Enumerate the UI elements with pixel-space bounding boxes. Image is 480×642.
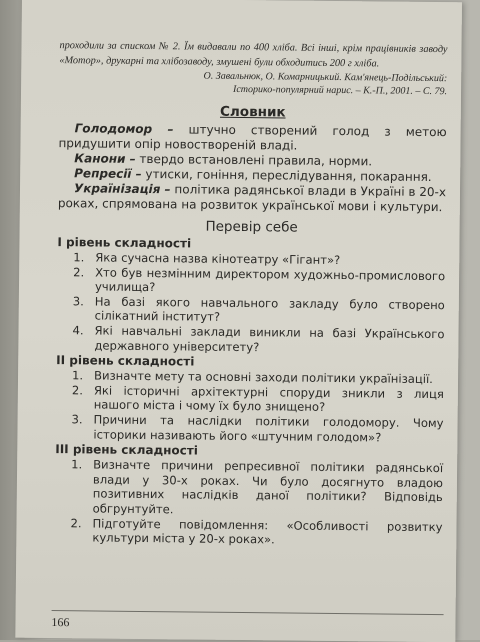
- question-item: [72, 294, 445, 327]
- question-number: 1.: [71, 368, 84, 383]
- question-number: 1.: [73, 250, 85, 265]
- question-item: [71, 412, 444, 445]
- question-text: Причини та наслідки політики голодомору. Чому історики називають його «штучним голодом»?: [93, 412, 444, 445]
- question-list: [54, 457, 443, 549]
- glossary-definition: політика радянської влади в Україні в 20-х роках, спрямована на розвиток української мови і культури.: [57, 182, 447, 215]
- question-number: 2.: [70, 515, 82, 530]
- page-number: 166: [51, 615, 70, 630]
- question-text: Підготуйте повідомлення: «Особливості розвитку культури міста у 20-х роках».: [92, 515, 443, 547]
- question-item: [72, 323, 445, 356]
- quote-source: О. Завальнюк, О. Комарницький. Кам'янець-Подільський: Історико-популярний нарис. – К.-П., 2001. – С. 79.: [203, 70, 448, 98]
- page-footer: [51, 610, 444, 630]
- glossary-entry: [58, 121, 446, 155]
- glossary-definition: штучно створений голод з метою придушити опір новоствореній владі.: [58, 122, 447, 153]
- level-title: ІІ рівень складності: [56, 353, 195, 369]
- question-text: На базі якого навчального закладу було створено сілікатний інститут?: [94, 294, 445, 325]
- glossary-term: Голодомор –: [74, 121, 174, 137]
- question-item: [70, 515, 443, 549]
- question-number: 3.: [72, 294, 84, 309]
- question-number: 2.: [71, 382, 84, 398]
- glossary-definition: утиски, гоніння, переслідування, покарання.: [141, 166, 432, 184]
- quote-text: проходили за списком № 2. Їм видавали по 400 хліба. Всі інші, крім працівників заводу «Мотор», друкарні та хлібозаводу, змушені були обходитись 200 г хліба.: [59, 40, 448, 70]
- question-text: Визначте причини репресивної політики радянської влади у 30-х роках. Чи було досягнуто владою позитивних наслідків даної політики? Відповідь обгрунтуйте.: [92, 457, 444, 517]
- glossary-term: Українізація –: [73, 181, 171, 197]
- question-list: [55, 368, 444, 445]
- question-item: [71, 382, 444, 416]
- level-title: І рівень складності: [57, 235, 192, 251]
- question-number: 2.: [73, 264, 85, 279]
- book-page: [15, 0, 462, 642]
- question-text: Хто був незмінним директором художньо-промислового училища?: [94, 265, 446, 295]
- glossary-term: Канони –: [74, 151, 136, 166]
- question-number: 4.: [72, 323, 84, 338]
- question-text: Які історичні архітектурні споруди зникли з лиця нашого міста і чому їх було знищено?: [93, 383, 444, 415]
- glossary-entry: [58, 181, 446, 215]
- question-text: Яка сучасна назва кінотеатру «Гігант»?: [95, 250, 341, 268]
- question-text: Які навчальні заклади виникли на базі Українського державного університету?: [94, 323, 445, 354]
- question-text: Визначте мету та основні заходи політики українізації.: [93, 368, 433, 387]
- level-title: ІІІ рівень складності: [55, 442, 198, 458]
- page-content: [54, 38, 447, 549]
- glossary: [58, 121, 447, 215]
- question-item: [73, 264, 446, 298]
- question-number: 3.: [71, 412, 83, 427]
- question-number: 1.: [71, 457, 83, 472]
- glossary-definition: твердо встановлені правила, норми.: [135, 151, 373, 169]
- glossary-title: Словник: [219, 103, 286, 121]
- glossary-term: Репресії –: [74, 166, 142, 181]
- question-item: [71, 457, 444, 519]
- question-list: [56, 250, 445, 356]
- self-check-title: Перевір себе: [205, 218, 298, 236]
